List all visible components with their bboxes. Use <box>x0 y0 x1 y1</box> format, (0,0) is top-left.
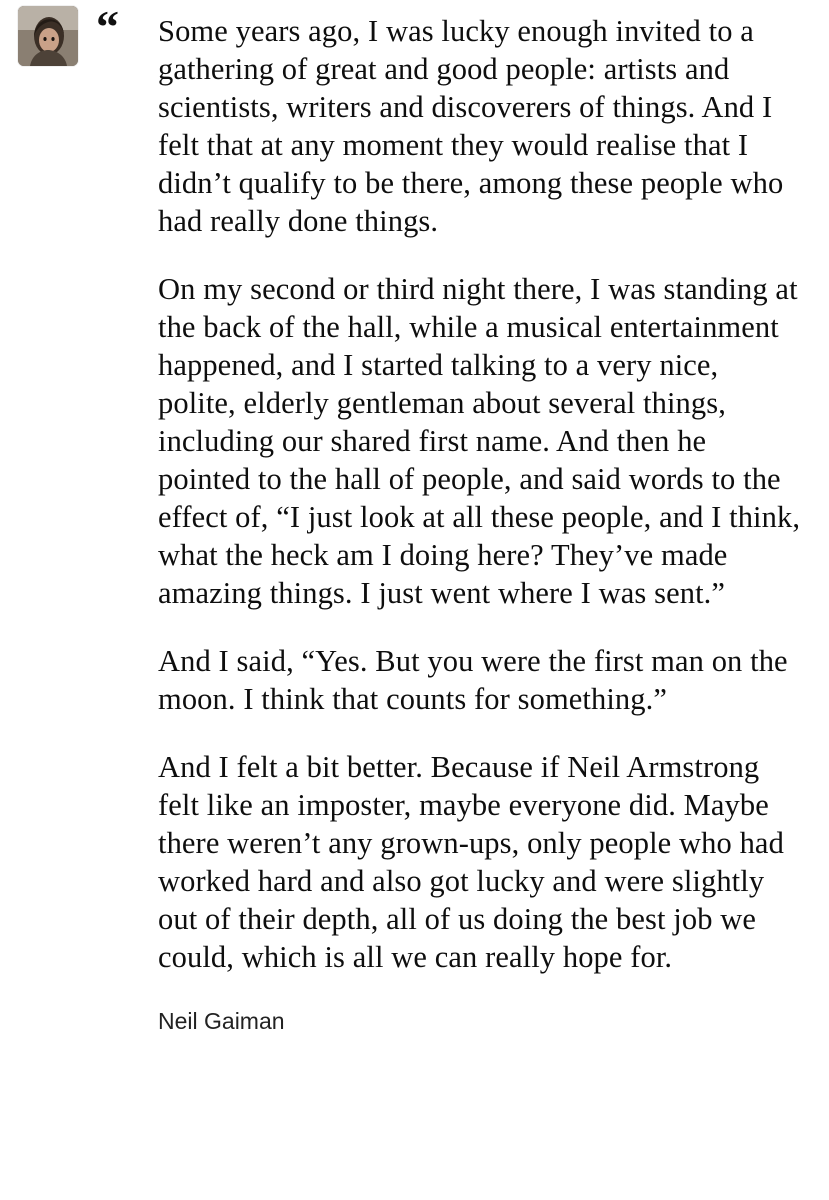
quote-paragraph: And I said, “Yes. But you were the first man on the moon. I think that counts for something.” <box>158 644 788 716</box>
quote-attribution: Neil Gaiman <box>158 1008 285 1034</box>
avatar-image <box>18 6 78 66</box>
quote-paragraph: On my second or third night there, I was standing at the back of the hall, while a musical entertainment happened, and I started talking to a very nice, polite, elderly gentleman about several things, including our shared first name. And then he pointed to the hall of people, and said words to the effect of, “I just look at all these people, and I think, what the heck am I doing here? They’ve made amazing things. I just went where I was sent.” <box>158 272 801 610</box>
quote-mark-icon: “ <box>96 1 118 52</box>
quote-paragraph: Some years ago, I was lucky enough invited to a gathering of great and good people: artists and scientists, writers and discoverers of things. And I felt that at any moment they would realise that I didn’t qualify to be there, among these people who had really done things. <box>158 14 784 238</box>
quote-body <box>158 10 801 1036</box>
avatar[interactable] <box>18 6 78 66</box>
quote-paragraph: And I felt a bit better. Because if Neil Armstrong felt like an imposter, maybe everyone did. Maybe there weren’t any grown-ups, only people who had worked hard and also got lucky and were slightly out of their depth, all of us doing the best job we could, which is all we can really hope for. <box>158 750 784 974</box>
